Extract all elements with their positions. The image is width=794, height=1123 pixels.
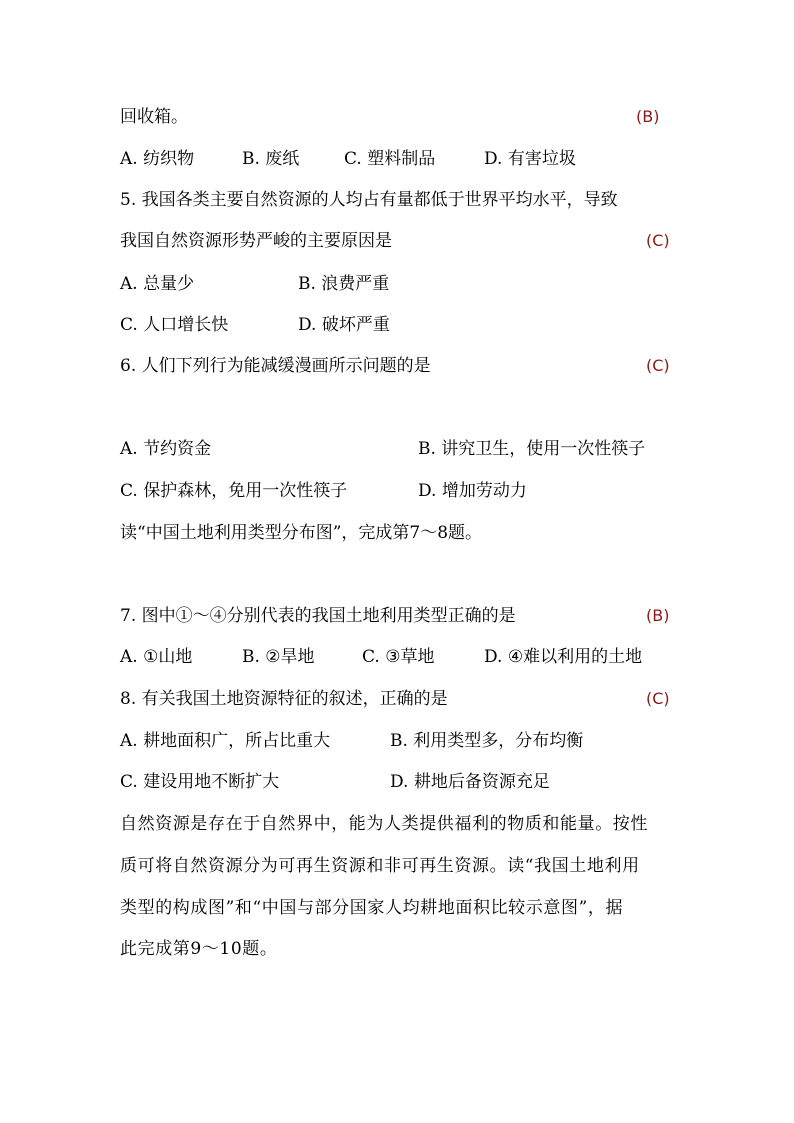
q7-stem: 7. 图中①～④分别代表的我国土地利用类型正确的是 <box>120 606 516 626</box>
q5-answer: (C) <box>646 231 670 250</box>
q8-option-d: D. 耕地后备资源充足 <box>390 772 550 792</box>
q7-answer: (B) <box>646 606 670 625</box>
intro-9-10-line2: 质可将自然资源分为可再生资源和非可再生资源。读“我国土地利用 <box>120 856 640 876</box>
q5-option-b: B. 浪费严重 <box>298 274 390 294</box>
q8-option-a: A. 耕地面积广，所占比重大 <box>120 731 331 751</box>
q7-option-d: D. ④难以利用的土地 <box>484 647 643 667</box>
q6-option-a: A. 节约资金 <box>120 439 212 459</box>
q5-stem-line2: 我国自然资源形势严峻的主要原因是 <box>120 231 392 251</box>
intro-9-10-line4: 此完成第9～10题。 <box>120 939 278 959</box>
intro-9-10-line1: 自然资源是存在于自然界中，能为人类提供福利的物质和能量。按性 <box>120 814 648 834</box>
intro-9-10-line3: 类型的构成图”和“中国与部分国家人均耕地面积比较示意图”，据 <box>120 898 624 918</box>
q6-stem: 6. 人们下列行为能减缓漫画所示问题的是 <box>120 356 431 376</box>
q5-option-a: A. 总量少 <box>120 274 195 294</box>
q4-answer: (B) <box>636 107 660 126</box>
q6-option-b: B. 讲究卫生，使用一次性筷子 <box>418 439 646 459</box>
q8-answer: (C) <box>646 689 670 708</box>
q7-option-b: B. ②旱地 <box>242 647 315 667</box>
q6-answer: (C) <box>646 356 670 375</box>
q6-option-c: C. 保护森林，免用一次性筷子 <box>120 481 348 501</box>
q4-option-a: A. 纺织物 <box>120 149 195 169</box>
q4-option-b: B. 废纸 <box>242 149 300 169</box>
q8-stem: 8. 有关我国土地资源特征的叙述，正确的是 <box>120 689 448 709</box>
q7-option-c: C. ③草地 <box>362 647 435 667</box>
q4-stem-end: 回收箱。 <box>120 107 188 127</box>
q4-option-c: C. 塑料制品 <box>344 149 436 169</box>
q6-option-d: D. 增加劳动力 <box>418 481 527 501</box>
q8-option-c: C. 建设用地不断扩大 <box>120 772 280 792</box>
q4-option-d: D. 有害垃圾 <box>484 149 576 169</box>
intro-7-8: 读“中国土地利用类型分布图”，完成第7～8题。 <box>120 523 483 543</box>
q8-option-b: B. 利用类型多，分布均衡 <box>390 731 584 751</box>
q7-option-a: A. ①山地 <box>120 647 193 667</box>
q5-option-d: D. 破坏严重 <box>298 315 390 335</box>
q5-option-c: C. 人口增长快 <box>120 315 229 335</box>
q5-stem-line1: 5. 我国各类主要自然资源的人均占有量都低于世界平均水平，导致 <box>120 190 618 210</box>
